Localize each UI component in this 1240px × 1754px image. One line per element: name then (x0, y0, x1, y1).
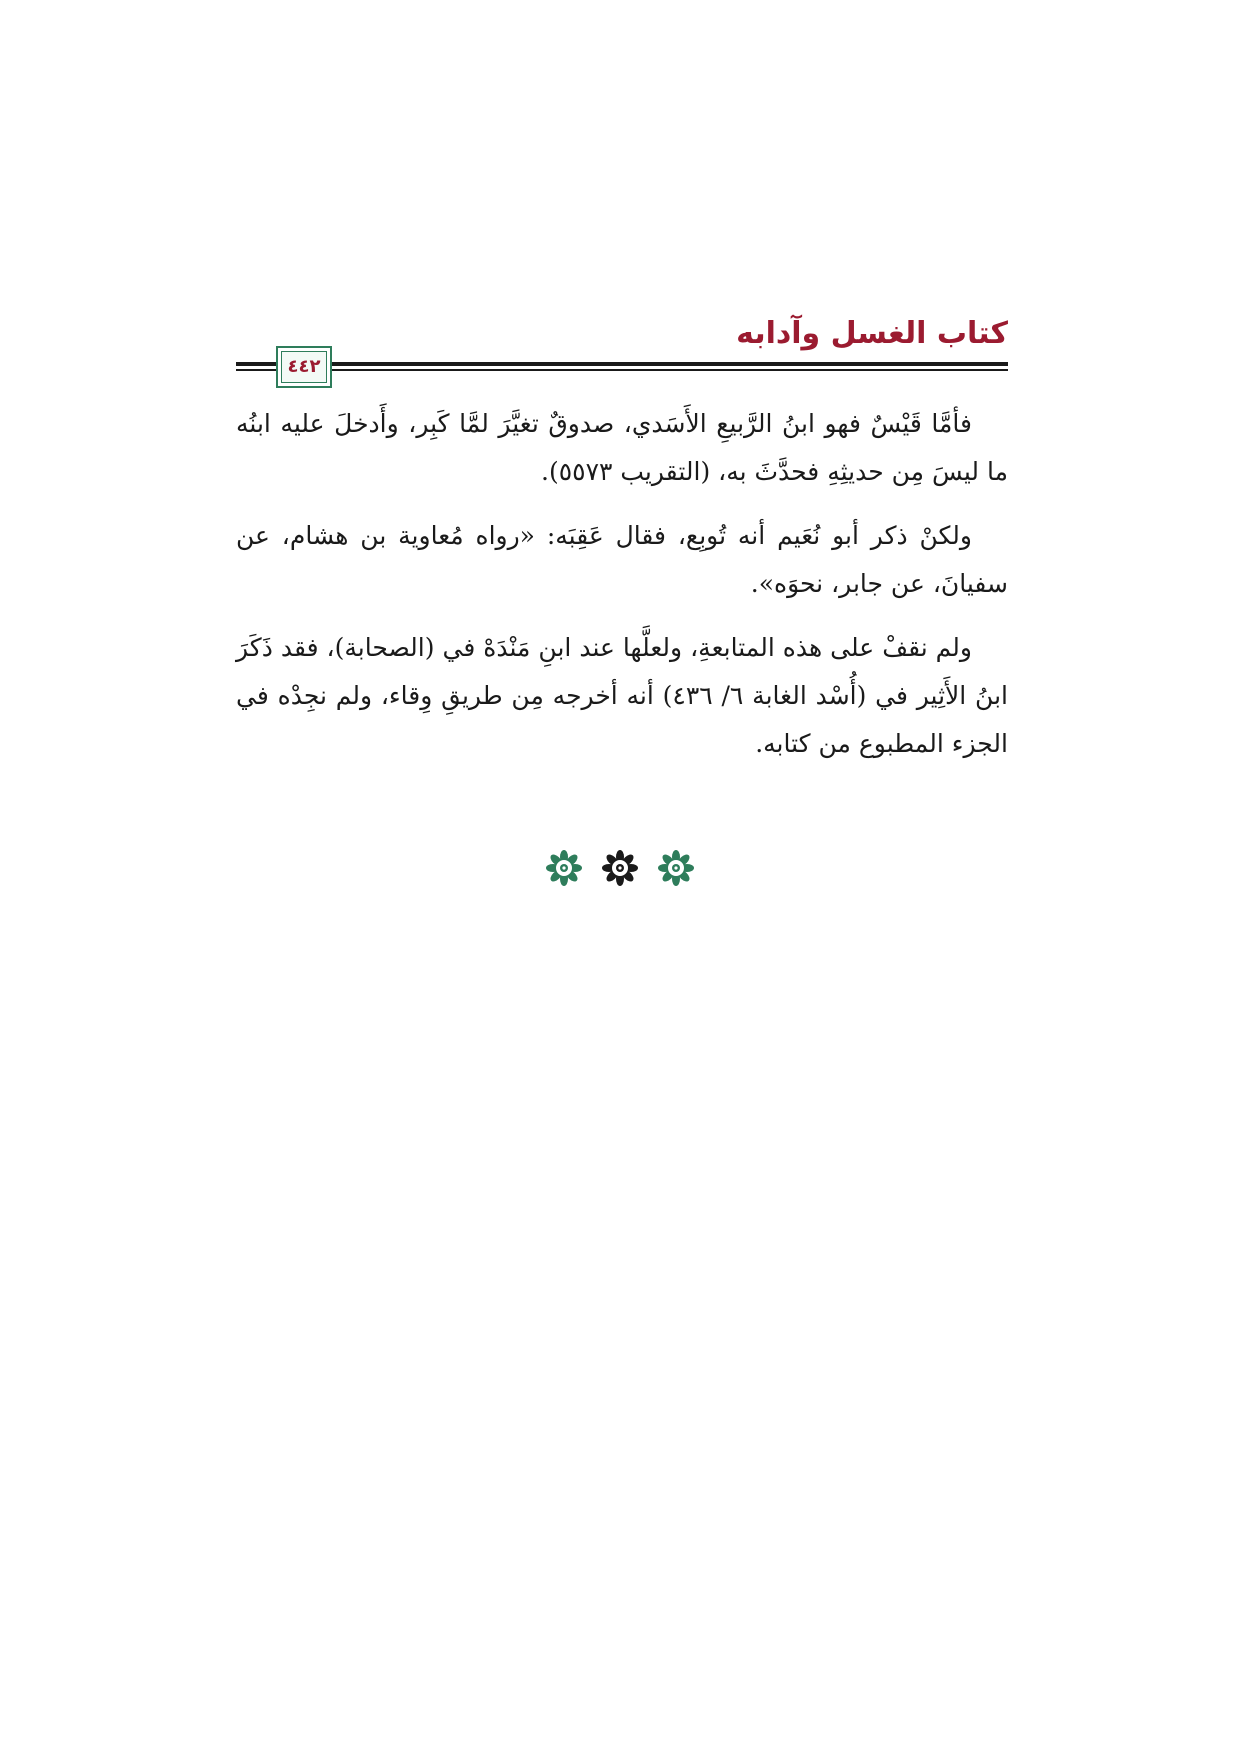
header-rule-thin (236, 369, 1008, 371)
star-flower-icon (600, 848, 640, 888)
body-text (236, 400, 1008, 784)
page-number: ٤٤٢ (287, 356, 321, 377)
paragraph: ولكنْ ذكر أبو نُعَيم أنه تُوبِع، فقال عَقِبَه: «رواه مُعاوية بن هشام، عن سفيانَ، عن جابر، نحوَه». (236, 521, 1008, 598)
section-end-ornaments (520, 848, 720, 892)
header-rule-thick (236, 362, 1008, 366)
paragraph: ولم نقفْ على هذه المتابعةِ، ولعلَّها عند ابنِ مَنْدَهْ في (الصحابة)، فقد ذَكَرَ ابنُ الأَثِير في (أُسْد الغابة ٦/ ٤٣٦) أنه أخرجه مِن طريقِ وِقاء، ولم نجِدْه في الجزء المطبوع من كتابه. (236, 633, 1008, 758)
paragraph: فأمَّا قَيْسٌ فهو ابنُ الرَّبيعِ الأَسَدي، صدوقٌ تغيَّرَ لمَّا كَبِر، وأَدخلَ عليه ابنُه ما ليسَ مِن حديثِهِ فحدَّثَ به، (التقريب ٥٥٧٣). (236, 409, 1008, 486)
page-number-badge (276, 346, 332, 388)
star-flower-icon (656, 848, 696, 888)
page-header (236, 316, 1008, 390)
page-number-frame (281, 351, 327, 383)
book-title: كتاب الغسل وآدابه (736, 316, 1008, 351)
star-flower-icon (544, 848, 584, 888)
